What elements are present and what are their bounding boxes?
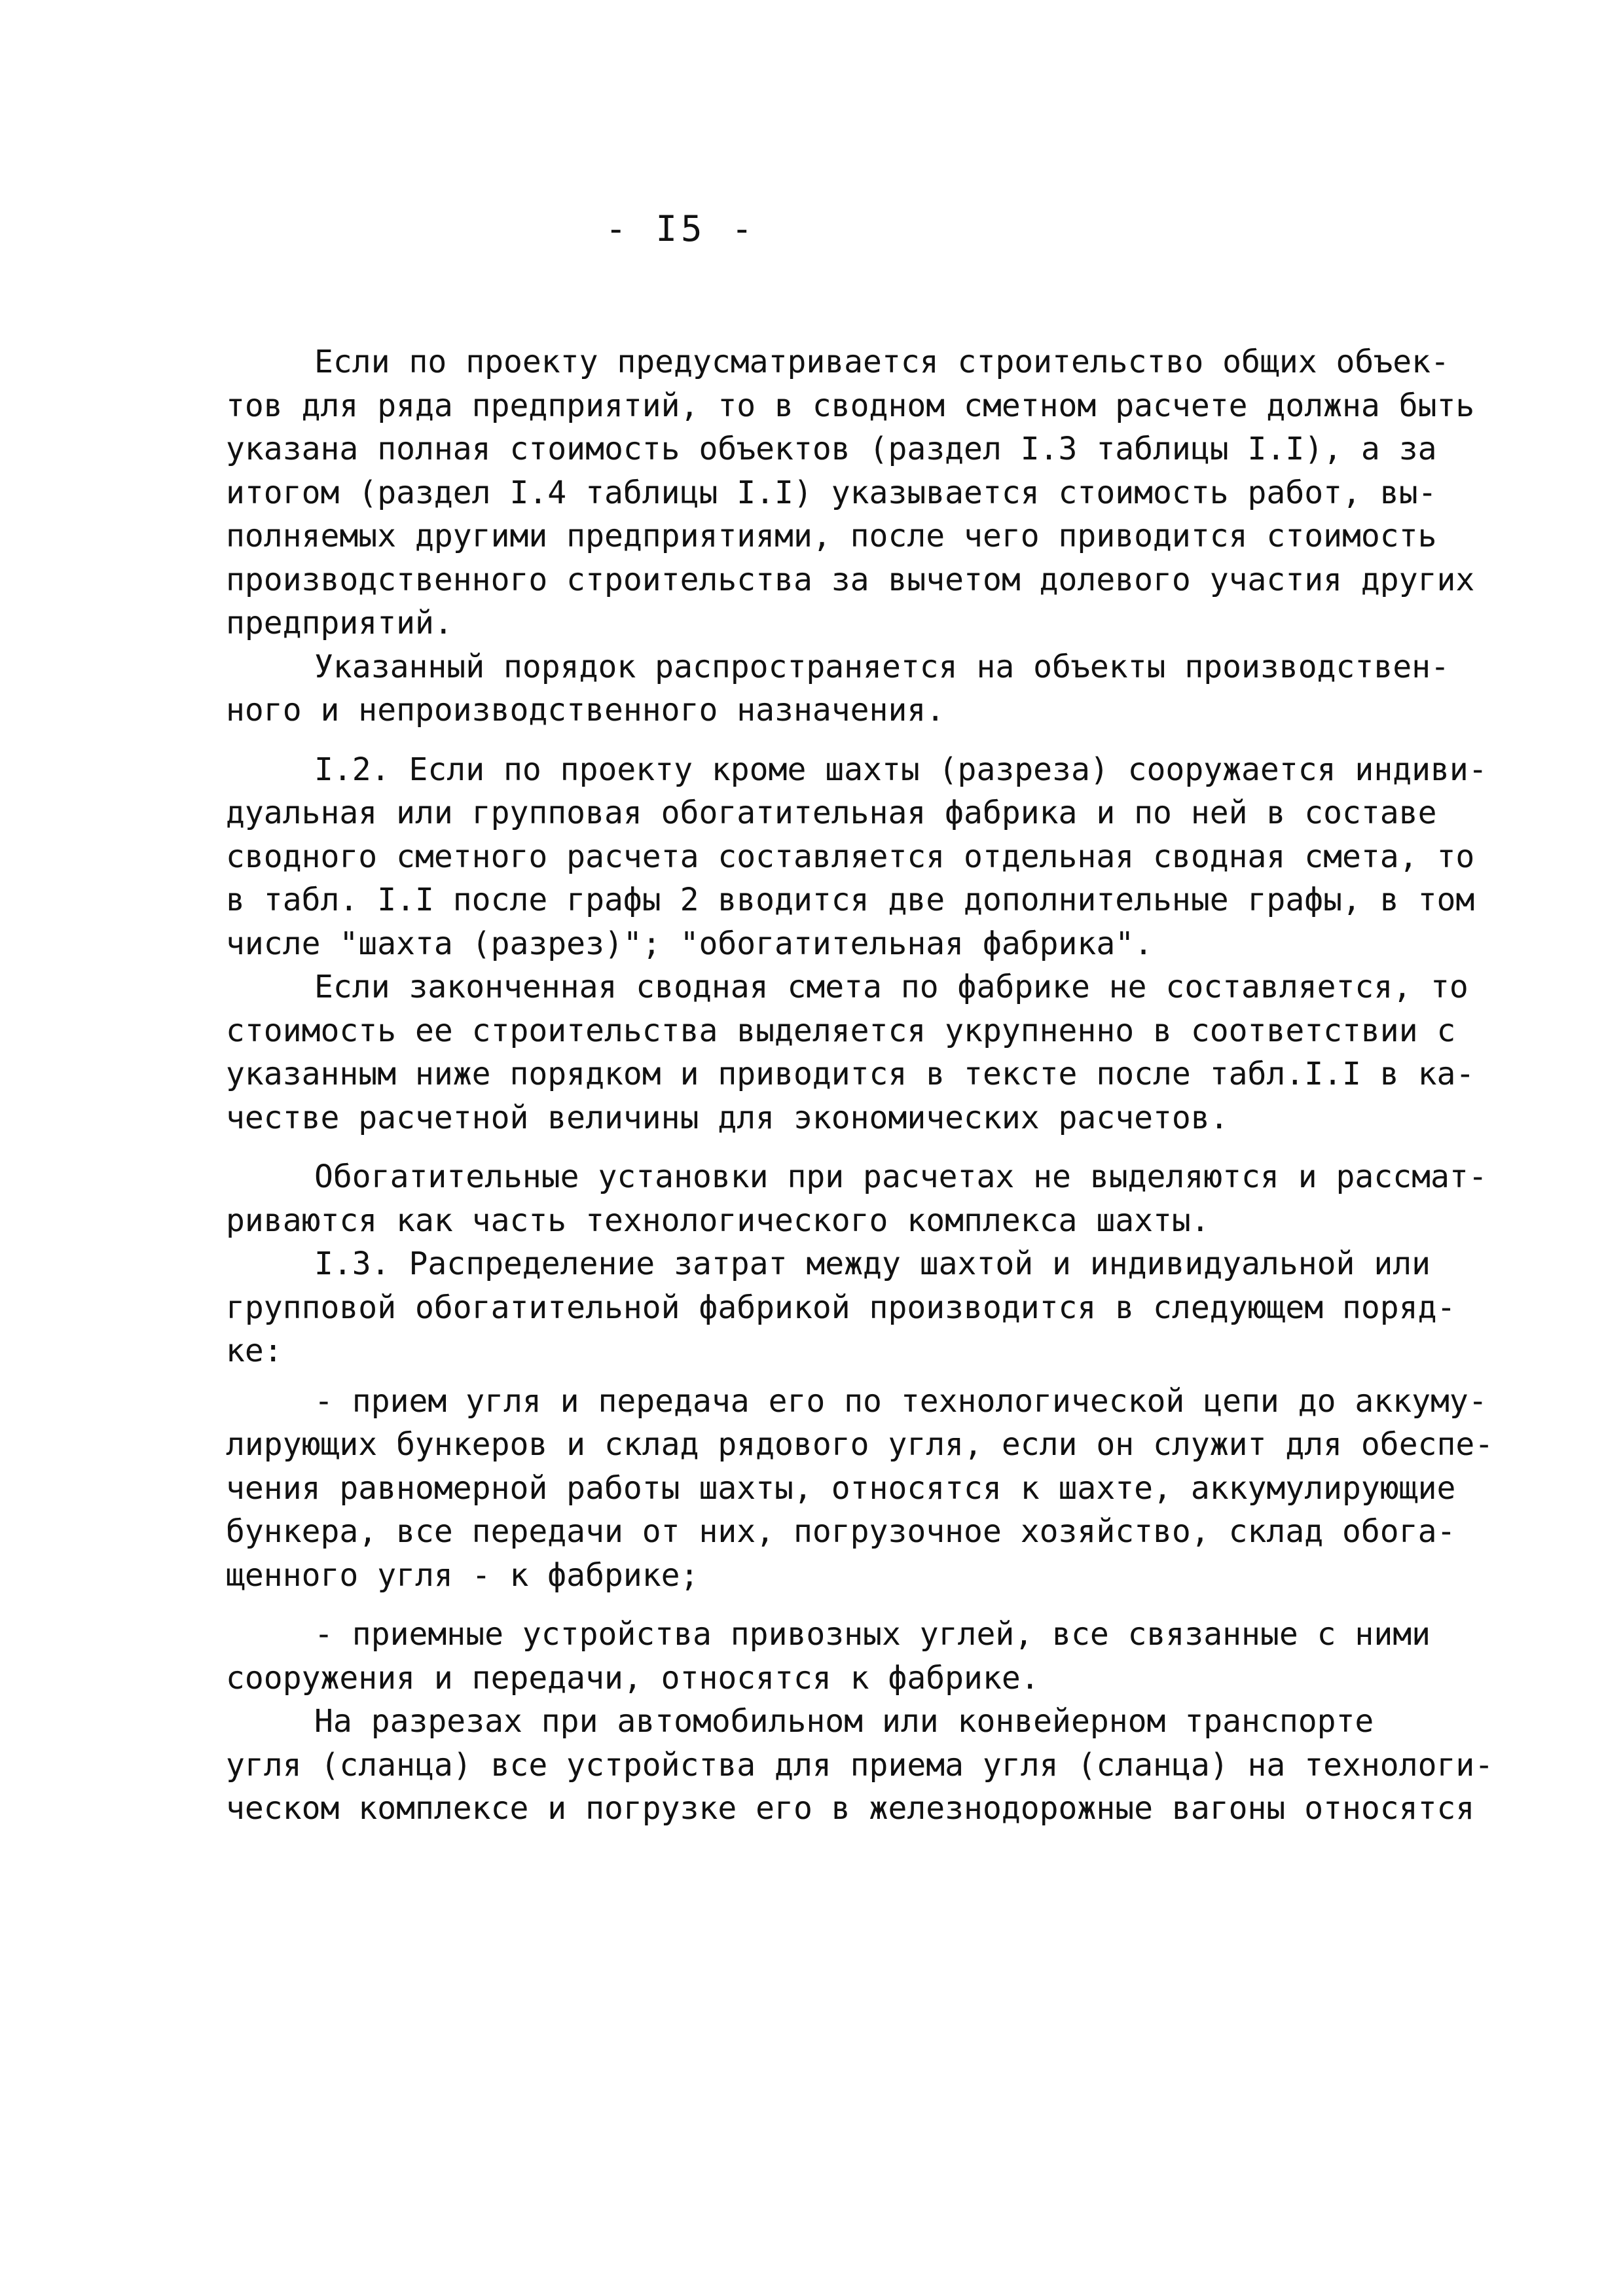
text-line: лирующих бункеров и склад рядового угля, если он служит для обеспе- bbox=[226, 1426, 1494, 1463]
text-line: указана полная стоимость объектов (раздел I.3 таблицы I.I), а за bbox=[226, 431, 1437, 467]
text-line: Обогатительные установки при расчетах не выделяются и рассмат- bbox=[314, 1158, 1487, 1195]
text-line: дуальная или групповая обогатительная фабрика и по ней в составе bbox=[226, 795, 1437, 831]
text-line: I.2. Если по проекту кроме шахты (разреза) сооружается индиви- bbox=[314, 751, 1487, 788]
text-line: Указанный порядок распространяется на объекты производствен- bbox=[314, 648, 1450, 685]
text-line: указанным ниже порядком и приводится в тексте после табл.I.I в ка- bbox=[226, 1056, 1475, 1092]
text-line: честве расчетной величины для экономических расчетов. bbox=[226, 1099, 1229, 1136]
text-line: полняемых другими предприятиями, после чего приводится стоимость bbox=[226, 518, 1437, 554]
text-line: бункера, все передачи от них, погрузочное хозяйство, склад обога- bbox=[226, 1513, 1456, 1550]
text-line: сводного сметного расчета составляется отдельная сводная смета, то bbox=[226, 838, 1475, 875]
text-line: числе "шахта (разрез)"; "обогатительная фабрика". bbox=[226, 925, 1154, 962]
text-line: итогом (раздел I.4 таблицы I.I) указывается стоимость работ, вы- bbox=[226, 474, 1437, 511]
text-line: тов для ряда предприятий, то в сводном сметном расчете должна быть bbox=[226, 387, 1475, 424]
text-line: - приемные устройства привозных углей, все связанные с ними bbox=[314, 1616, 1431, 1653]
text-line: ческом комплексе и погрузке его в железнодорожные вагоны относятся bbox=[226, 1790, 1475, 1827]
text-line: чения равномерной работы шахты, относятся к шахте, аккумулирующие bbox=[226, 1469, 1456, 1507]
page-number: - I5 - bbox=[605, 208, 757, 249]
text-line: ке: bbox=[226, 1333, 283, 1369]
text-line: групповой обогатительной фабрикой производится в следующем поряд- bbox=[226, 1289, 1456, 1326]
text-line: I.3. Распределение затрат между шахтой и индивидуальной или bbox=[314, 1246, 1431, 1282]
text-line: в табл. I.I после графы 2 вводится две дополнительные графы, в том bbox=[226, 882, 1475, 918]
document-body bbox=[226, 340, 1494, 1831]
text-line: Если законченная сводная смета по фабрике не составляется, то bbox=[314, 969, 1468, 1005]
text-line: щенного угля - к фабрике; bbox=[226, 1556, 699, 1594]
text-line: На разрезах при автомобильном или конвейерном транспорте bbox=[314, 1703, 1374, 1740]
text-line: предприятий. bbox=[226, 605, 453, 641]
text-line: стоимость ее строительства выделяется укрупненно в соответствии с bbox=[226, 1012, 1456, 1049]
text-line: риваются как часть технологического комплекса шахты. bbox=[226, 1202, 1210, 1239]
text-line: сооружения и передачи, относятся к фабрике. bbox=[226, 1659, 1040, 1696]
text-line: Если по проекту предусматривается строительство общих объек- bbox=[314, 344, 1450, 380]
text-line: - прием угля и передача его по технологической цепи до аккуму- bbox=[314, 1382, 1487, 1420]
text-line: производственного строительства за вычетом долевого участия других bbox=[226, 561, 1475, 598]
text-line: угля (сланца) все устройства для приема угля (сланца) на технологи- bbox=[226, 1746, 1494, 1784]
text-line: ного и непроизводственного назначения. bbox=[226, 692, 945, 728]
